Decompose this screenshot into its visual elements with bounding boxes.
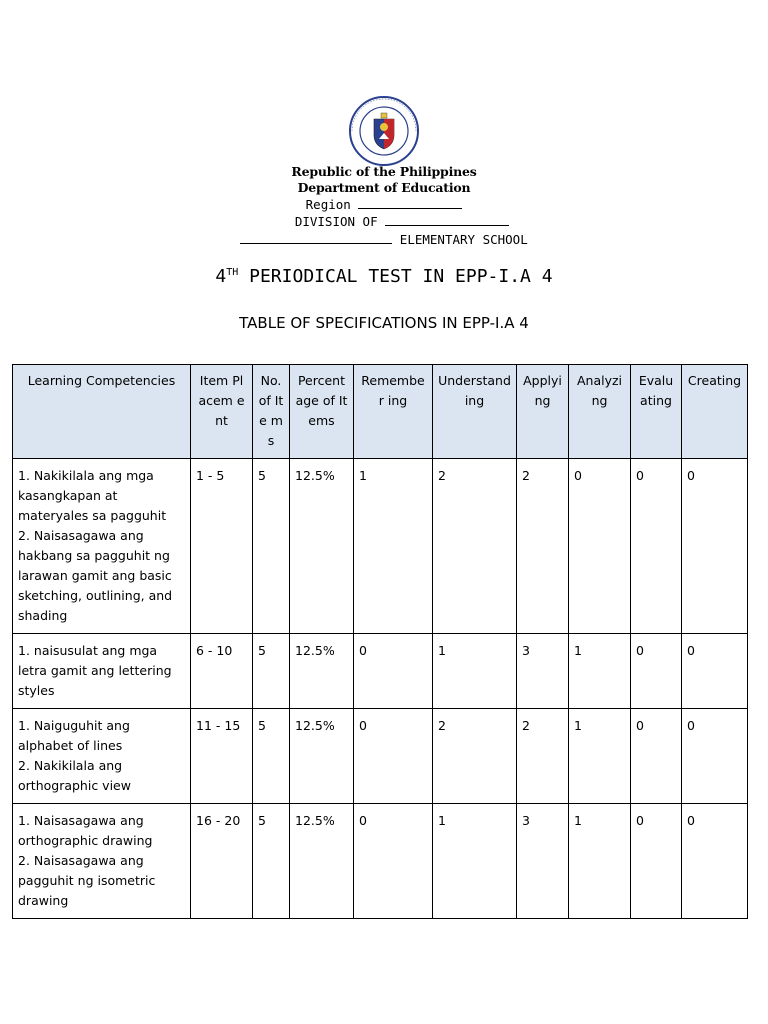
evaluating-cell: 0 [631,634,682,709]
placement-cell: 11 - 15 [191,709,253,804]
region-label: Region [305,197,351,212]
table-row [13,459,748,634]
school-label: ELEMENTARY SCHOOL [399,232,528,247]
competency-cell [13,634,191,709]
competency-item: 2. Nakikilala ang orthographic view [18,758,131,793]
competency-item: 2. Naisasagawa ang hakbang sa pagguhit ng larawan gamit ang basic sketching, outlining, and shading [18,528,173,623]
school-line [0,232,768,247]
creating-cell: 0 [682,709,748,804]
applying-cell: 2 [517,459,569,634]
placement-cell: 1 - 5 [191,459,253,634]
republic-heading: Republic of the Philippines [291,164,477,179]
creating-cell: 0 [682,459,748,634]
table-row [13,709,748,804]
analyzing-cell: 1 [569,634,631,709]
items-cell: 5 [253,634,290,709]
placement-cell: 6 - 10 [191,634,253,709]
title-number: 4 [215,266,227,287]
school-blank [240,233,392,244]
competency-cell [13,804,191,919]
region-blank [358,198,462,209]
specifications-table [12,364,748,919]
analyzing-cell: 1 [569,709,631,804]
remembering-cell: 1 [354,459,433,634]
department-heading: Department of Education [297,180,471,195]
header-evaluating: Evalu ating [631,365,682,459]
competency-item: 1. Naiguguhit ang alphabet of lines [18,718,130,753]
applying-cell: 3 [517,804,569,919]
percent-cell: 12.5% [290,804,354,919]
analyzing-cell: 0 [569,459,631,634]
header-item-placement: Item Placem ent [191,365,253,459]
applying-cell: 3 [517,634,569,709]
items-cell: 5 [253,459,290,634]
header-percentage: Percent age of Items [290,365,354,459]
understanding-cell: 2 [433,709,517,804]
remembering-cell: 0 [354,634,433,709]
header-understanding: Understand ing [433,365,517,459]
table-row [13,634,748,709]
header-remembering: Remember ing [354,365,433,459]
header-no-of-items: No. of Ite ms [253,365,290,459]
title-ordinal: TH [226,267,239,278]
applying-cell: 2 [517,709,569,804]
competency-item: 1. Naisasagawa ang orthographic drawing [18,813,153,848]
header-learning-competencies: Learning Competencies [13,365,191,459]
percent-cell: 12.5% [290,634,354,709]
division-label: DIVISION OF [294,214,378,229]
understanding-cell: 2 [433,459,517,634]
table-row [13,804,748,919]
remembering-cell: 0 [354,709,433,804]
analyzing-cell: 1 [569,804,631,919]
competency-item: 1. Nakikilala ang mga kasangkapan at materyales sa pagguhit [18,468,167,523]
competency-cell [13,459,191,634]
evaluating-cell: 0 [631,804,682,919]
table-header-row [13,365,748,459]
competency-item: 2. Naisasagawa ang pagguhit ng isometric drawing [18,853,156,908]
title-text: PERIODICAL TEST IN EPP-I.A 4 [238,266,553,287]
understanding-cell: 1 [433,804,517,919]
competency-item: 1. naisusulat ang mga letra gamit ang lettering styles [18,643,172,698]
creating-cell: 0 [682,634,748,709]
percent-cell: 12.5% [290,459,354,634]
division-blank [385,215,509,226]
percent-cell: 12.5% [290,709,354,804]
evaluating-cell: 0 [631,709,682,804]
remembering-cell: 0 [354,804,433,919]
test-title [0,266,768,287]
header-analyzing: Analyzi ng [569,365,631,459]
header-applying: Applyi ng [517,365,569,459]
region-line [0,197,768,212]
division-line [18,214,768,229]
items-cell: 5 [253,709,290,804]
items-cell: 5 [253,804,290,919]
deped-seal-logo [348,95,420,167]
placement-cell: 16 - 20 [191,804,253,919]
competency-cell [13,709,191,804]
table-subtitle: TABLE OF SPECIFICATIONS IN EPP-I.A 4 [239,314,529,332]
creating-cell: 0 [682,804,748,919]
header-creating: Creating [682,365,748,459]
understanding-cell: 1 [433,634,517,709]
evaluating-cell: 0 [631,459,682,634]
